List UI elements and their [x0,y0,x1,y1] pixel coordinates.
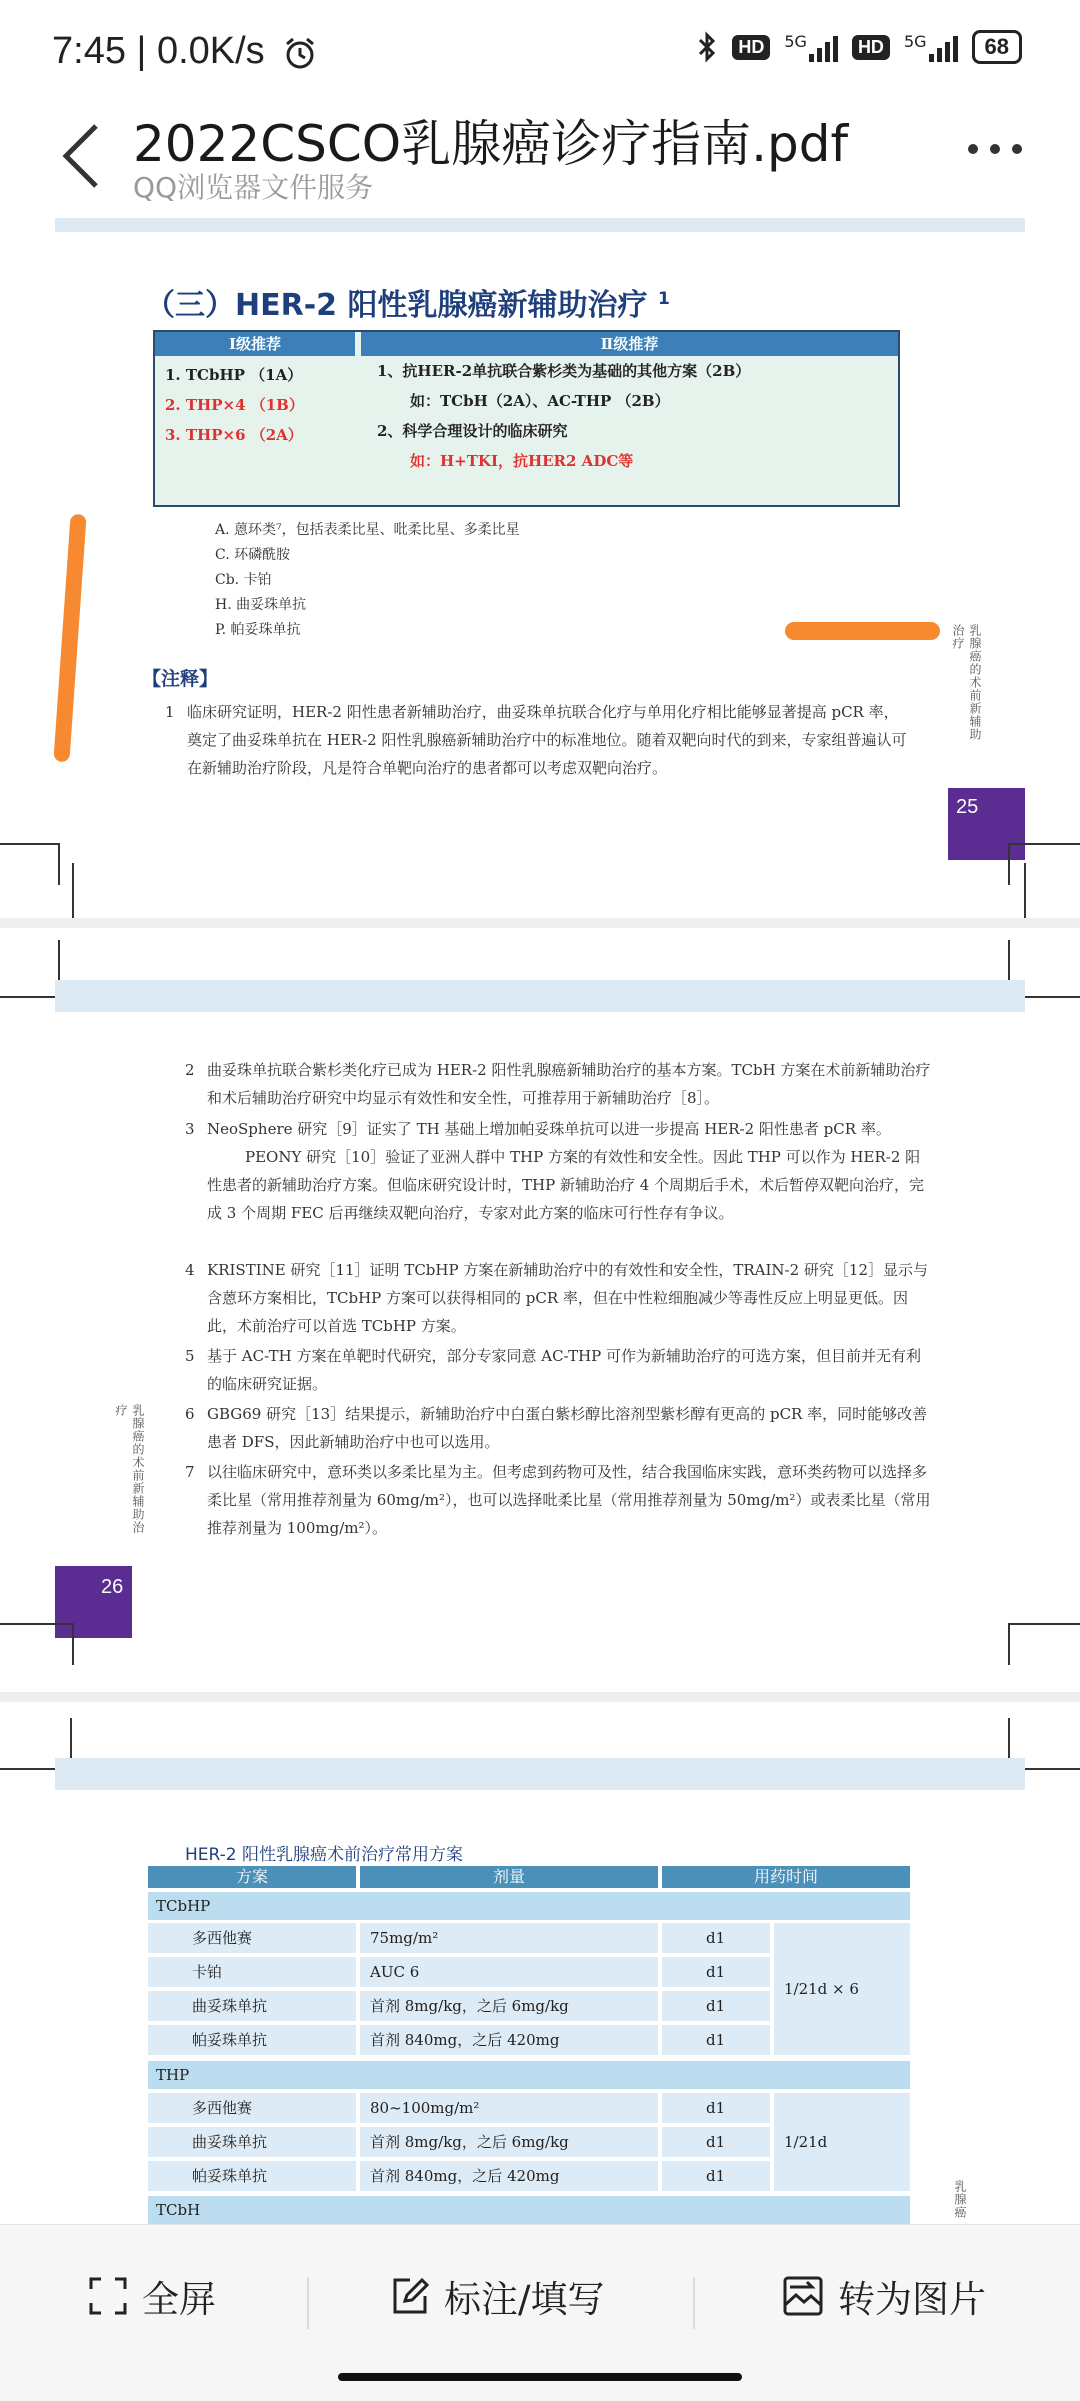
crop-mark [0,940,60,998]
hd-badge: HD [732,35,770,60]
level-2-item: 如：TCbH（2A）、AC-THP （2B） [410,392,670,410]
abbreviation: Cb. 卡铂 [215,572,272,588]
recommendation-table [153,330,900,507]
title-bar [0,100,1080,218]
annotate-label: 标注/填写 [444,2278,605,2321]
level-1-item: 3. THP×6 （2A） [165,426,303,444]
table-cell-drug: 多西他赛 [148,1923,356,1953]
more-options-icon[interactable] [968,144,1022,154]
signal-bars-icon-2 [929,32,958,62]
bluetooth-icon [696,31,718,63]
table-cell-drug: 多西他赛 [148,2093,356,2123]
note-paragraph: PEONY 研究［10］验证了亚洲人群中 THP 方案的有效性和安全性。因此 THP 可以作为 HER-2 阳性患者的新辅助治疗方案。但临床研究设计时，THP 新辅助治疗 4 个周期后手术，术后暂停双靶向治疗，完成 3 个周期 FEC 后再继续双靶向治疗，专家对此方案的临床可行性存有争议。 [207,1148,925,1222]
table-cell-dose: 首剂 8mg/kg，之后 6mg/kg [360,1991,658,2021]
table-cell-day: d1 [662,1991,770,2021]
battery-indicator: 68 [972,30,1022,64]
signal-1 [784,32,838,62]
fullscreen-button[interactable] [88,2269,216,2323]
table-cell-drug: 卡铂 [148,1957,356,1987]
table-cell-drug: 曲妥珠单抗 [148,1991,356,2021]
status-bar [0,0,1080,100]
level-2-item: 2、科学合理设计的临床研究 [377,422,568,440]
pdf-viewer[interactable] [0,218,1080,2224]
page-separator [0,1692,1080,1702]
table-header-schedule: 用药时间 [662,1866,910,1888]
table-cell-dose: 80~100mg/m² [360,2093,658,2123]
convert-to-image-button[interactable] [782,2269,986,2323]
toolbar-divider [307,2277,309,2329]
level-1-item: 2. THP×4 （1B） [165,396,304,414]
note-paragraph: 7 以往临床研究中，意环类以多柔比星为主。但考虑到药物可及性，结合我国临床实践，意环类药物可以选择多柔比星（常用推荐剂量为 60mg/m²），也可以选择吡柔比星（常用推荐剂量为 50mg/m²）或表柔比星（常用推荐剂量为 100mg/m²）。 [185,1463,931,1537]
note-paragraph: 4 KRISTINE 研究［11］证明 TCbHP 方案在新辅助治疗中的有效性和安全性，TRAIN-2 研究［12］显示与含蒽环方案相比，TCbHP 方案可以获得相同的 pCR 率，但在中性粒细胞减少等毒性反应上明显更低。因此，术前治疗可以首选 TCbHP 方案。 [185,1261,929,1335]
page-header-band [55,980,1025,1012]
crop-mark [1008,1623,1080,1665]
section-title: （三）HER-2 阳性乳腺癌新辅助治疗 $^1$ [145,288,670,323]
edit-icon [390,2276,430,2316]
table-cell-dose: 首剂 840mg，之后 420mg [360,2025,658,2055]
table-header-regimen: 方案 [148,1866,356,1888]
page-header-band [55,218,1025,232]
side-chapter-label: 乳腺癌的术前新辅助治疗 [951,624,982,741]
level-1-item: 1. TCbHP （1A） [165,366,303,384]
table-cell-drug: 曲妥珠单抗 [148,2127,356,2157]
note-paragraph: 5 基于 AC-TH 方案在单靶时代研究，部分专家同意 AC-THP 可作为新辅助治疗的可选方案，但目前并无有利的临床研究证据。 [185,1347,922,1393]
table-cell-dose: 75mg/m² [360,1923,658,1953]
pen-annotation-stroke [53,514,86,763]
abbreviation: H. 曲妥珠单抗 [215,597,307,613]
side-chapter-label: 乳腺癌 [953,2180,967,2219]
note-paragraph: 6 GBG69 研究［13］结果提示，新辅助治疗中白蛋白紫杉醇比溶剂型紫杉醇有更高的 pCR 率，同时能够改善患者 DFS，因此新辅助治疗中也可以选用。 [185,1405,928,1451]
level-2-item: 如：H+TKI，抗HER2 ADC等 [410,452,634,470]
hd-badge-2: HD [852,35,890,60]
table-cell-cycle: 1/21d × 6 [774,1923,910,2055]
table-title: HER-2 阳性乳腺癌术前治疗常用方案 [185,1845,464,1865]
convert-to-image-label: 转为图片 [838,2278,986,2321]
abbreviation: A. 蒽环类⁷，包括表柔比星、吡柔比星、多柔比星 [215,522,520,538]
page-number-badge: 25 [948,788,1025,860]
table-cell-day: d1 [662,1923,770,1953]
note-paragraph: 1 临床研究证明，HER-2 阳性患者新辅助治疗，曲妥珠单抗联合化疗与单用化疗相比能够显著提高 pCR 率，奠定了曲妥珠单抗在 HER-2 阳性乳腺癌新辅助治疗中的标准地位。随着双靶向时代的到来，专家组普遍认可在新辅助治疗阶段，凡是符合单靶向治疗的患者都可以考虑双靶向治疗。 [165,703,907,777]
crop-mark [1024,863,1080,925]
table-cell-drug: 帕妥珠单抗 [148,2161,356,2191]
annotate-button[interactable] [390,2269,604,2323]
status-icons [696,30,1022,64]
table-group-row: THP [148,2061,910,2089]
table-group-row: TCbHP [148,1892,910,1920]
signal-2 [904,32,958,62]
document-source: QQ浏览器文件服务 [133,171,374,204]
home-indicator[interactable] [338,2373,742,2381]
crop-mark [0,1623,74,1665]
note-paragraph: 3 NeoSphere 研究［9］证实了 TH 基础上增加帕妥珠单抗可以进一步提高 HER-2 阳性患者 pCR 率。 [185,1120,891,1138]
back-arrow-icon[interactable] [60,122,104,190]
page-header-band [55,1758,1025,1790]
table-cell-day: d1 [662,2127,770,2157]
table-cell-cycle: 1/21d [774,2093,910,2191]
network-type: 5G [784,32,807,51]
notes-heading: 【注释】 [142,668,219,690]
toolbar-divider [693,2277,695,2329]
page-separator [0,918,1080,928]
fullscreen-label: 全屏 [142,2278,216,2321]
pen-annotation-stroke [785,622,940,640]
side-chapter-label: 乳腺癌的术前新辅助治疗 [114,1404,145,1534]
table-header-dose: 剂量 [360,1866,658,1888]
table-cell-dose: AUC 6 [360,1957,658,1987]
signal-bars-icon [809,32,838,62]
network-type-2: 5G [903,32,927,51]
table-cell-dose: 首剂 8mg/kg，之后 6mg/kg [360,2127,658,2157]
crop-mark [0,863,74,925]
level-1-header: Ⅰ级推荐 [155,332,355,356]
level-2-header: Ⅱ级推荐 [361,332,898,356]
table-cell-dose: 首剂 840mg，之后 420mg [360,2161,658,2191]
table-cell-drug: 帕妥珠单抗 [148,2025,356,2055]
table-cell-day: d1 [662,2093,770,2123]
abbreviation: P. 帕妥珠单抗 [215,622,301,638]
table-group-row: TCbH [148,2196,910,2224]
table-cell-day: d1 [662,1957,770,1987]
level-2-item: 1、抗HER-2单抗联合紫杉类为基础的其他方案（2B） [377,362,751,380]
table-cell-day: d1 [662,2161,770,2191]
page-number-badge: 26 [55,1566,132,1638]
alarm-icon [283,36,317,70]
status-time: 7:45 | 0.0K/s [52,30,265,72]
image-convert-icon [782,2275,824,2317]
table-cell-day: d1 [662,2025,770,2055]
abbreviation: C. 环磷酰胺 [215,547,291,563]
note-paragraph: 2 曲妥珠单抗联合紫杉类化疗已成为 HER-2 阳性乳腺癌新辅助治疗的基本方案。TCbH 方案在术前新辅助治疗和术后辅助治疗研究中均显示有效性和安全性，可推荐用于新辅助治疗［8］。 [185,1061,931,1107]
fullscreen-icon [88,2276,128,2316]
document-title: 2022CSCO乳腺癌诊疗指南.pdf [133,115,849,173]
